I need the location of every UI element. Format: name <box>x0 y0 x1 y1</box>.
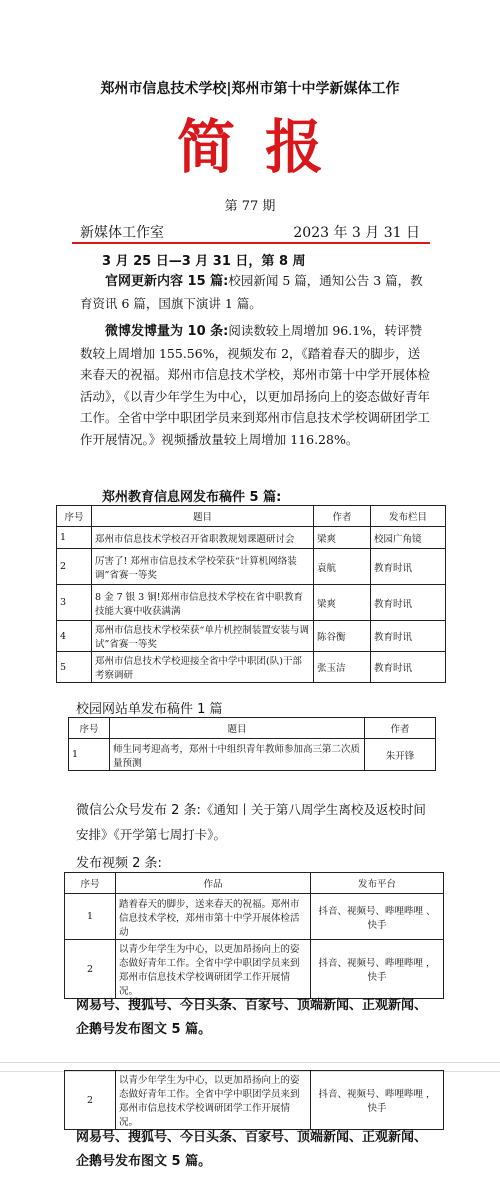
wechat-text: 《通知丨关于第八周学生离校及返校时间安排》《开学第七周打卡》。 <box>76 802 426 842</box>
table-header-row <box>65 873 444 894</box>
cell-column: 教育时讯 <box>371 621 446 652</box>
cell-platform: 抖音、视频号、哔哩哔哩 ，快手 <box>311 1071 444 1130</box>
table2-heading: 校园网站单发布稿件 1 篇 <box>76 702 223 717</box>
cell-column: 校园广角镜 <box>371 527 446 549</box>
wechat-paragraph <box>76 798 436 847</box>
th-author: 作者 <box>314 506 371 527</box>
table-videos <box>64 872 444 999</box>
media-summary-repeat: 网易号、搜狐号、今日头条、百家号、顶端新闻、正观新闻、企鹅号发布图文 5 篇。 <box>76 1130 428 1169</box>
media-summary: 网易号、搜狐号、今日头条、百家号、顶端新闻、正观新闻、企鹅号发布图文 5 篇。 <box>76 998 428 1037</box>
official-site-lead: 官网更新内容 15 篇: <box>105 274 229 289</box>
cell-title: 以青少年学生为中心，以更加昂扬向上的姿态做好青年工作。全省中学中职团学员来到郑州市信息技术学校调研团学工作开展情况。 <box>116 940 311 999</box>
table-header-row <box>69 718 436 739</box>
wechat-lead: 微信公众号发布 2 条: <box>76 803 201 818</box>
th-title: 题目 <box>110 718 365 739</box>
table3-heading: 发布视频 2 条: <box>76 856 162 871</box>
weibo-lead: 微博发博量为 10 条: <box>105 324 229 339</box>
cell-author: 张玉洁 <box>314 652 371 683</box>
th-no: 序号 <box>69 718 110 739</box>
table-row <box>65 894 444 940</box>
cell-author: 朱开锋 <box>365 739 436 771</box>
th-author: 作者 <box>365 718 436 739</box>
issue-number: 第 77 期 <box>224 199 276 214</box>
th-title: 题目 <box>92 506 314 527</box>
table-row <box>65 940 444 999</box>
cell-column: 教育时讯 <box>371 652 446 683</box>
th-platform: 发布平台 <box>311 873 444 894</box>
cell-platform: 抖音、视频号、哔哩哔哩 、快手 <box>311 894 444 940</box>
table-header-row <box>57 506 446 527</box>
official-site-text: 校园新闻 5 篇，通知公告 3 篇，教育资讯 6 篇，国旗下演讲 1 篇。 <box>80 273 423 311</box>
cell-title: 厉害了! 郑州市信息技术学校荣获“计算机网络装调”省赛一等奖 <box>92 549 314 585</box>
cell-title: 以青少年学生为中心，以更加昂扬向上的姿态做好青年工作。全省中学中职团学员来到郑州市信息技术学校调研团学工作开展情况。 <box>116 1071 311 1130</box>
table-edu-site <box>56 505 446 683</box>
bulletin-title: 简报 <box>176 113 353 181</box>
cell-no: 2 <box>57 549 92 585</box>
cell-author: 袁航 <box>314 549 371 585</box>
header-org: 郑州市信息技术学校|郑州市第十中学新媒体工作 <box>100 81 400 97</box>
weibo-text: 阅读数较上周增加 96.1%，转评赞数较上周增加 155.56%，视频发布 2，《踏着春天的脚步，送来春天的祝福。郑州市信息技术学校，郑州市第十中学开展体检活动》，《以青少年学生为中心，以更加昂扬向上的姿态做好青年工作。全省中学中职团学员来到郑州市信息技术学校调研团学工作开展情况。》视频播放量较上周增加 116.28%。 <box>80 323 431 447</box>
weibo-paragraph <box>80 320 432 450</box>
th-column: 发布栏目 <box>371 506 446 527</box>
cell-title: 郑州市信息技术学校荣获“单片机控制装置安装与调试”省赛一等奖 <box>92 621 314 652</box>
cell-title: 郑州市信息技术学校召开省职教规划课题研讨会 <box>92 527 314 549</box>
cell-no: 2 <box>65 1071 116 1130</box>
cell-title: 8 金 7 银 3 铜!郑州市信息技术学校在省中职教育技能大赛中收获满满 <box>92 585 314 621</box>
th-no: 序号 <box>65 873 116 894</box>
cell-no: 1 <box>57 527 92 549</box>
table-row <box>69 739 436 771</box>
cell-author: 梁爽 <box>314 585 371 621</box>
table-row <box>57 527 446 549</box>
cell-no: 3 <box>57 585 92 621</box>
table1-heading: 郑州教育信息网发布稿件 5 篇: <box>102 490 282 505</box>
office-name: 新媒体工作室 <box>80 225 164 241</box>
cell-no: 2 <box>65 940 116 999</box>
table-campus-site <box>68 717 436 771</box>
red-divider <box>72 242 430 244</box>
official-site-paragraph <box>80 270 432 314</box>
cell-title: 师生同考迎高考，郑州十中组织青年教师参加高三第二次质量预测 <box>110 739 365 771</box>
cell-column: 教育时讯 <box>371 549 446 585</box>
th-title: 作品 <box>116 873 311 894</box>
cell-no: 1 <box>65 894 116 940</box>
week-range: 3 月 25 日—3 月 31 日，第 8 周 <box>102 254 306 269</box>
cell-title: 郑州市信息技术学校迎接全省中学中职团(队)干部考察调研 <box>92 652 314 683</box>
table-row <box>57 585 446 621</box>
cell-title: 踏着春天的脚步，送来春天的祝福。郑州市信息技术学校，郑州市第十中学开展体检活动 <box>116 894 311 940</box>
table-videos-continued <box>64 1070 444 1130</box>
cell-author: 梁爽 <box>314 527 371 549</box>
publish-date: 2023 年 3 月 31 日 <box>293 225 420 241</box>
cell-author: 陈谷衡 <box>314 621 371 652</box>
cell-no: 1 <box>69 739 110 771</box>
cell-no: 4 <box>57 621 92 652</box>
cell-column: 教育时讯 <box>371 585 446 621</box>
th-no: 序号 <box>57 506 92 527</box>
table-row <box>57 652 446 683</box>
table-row <box>65 1071 444 1130</box>
cell-no: 5 <box>57 652 92 683</box>
table-row <box>57 621 446 652</box>
table-row <box>57 549 446 585</box>
cell-platform: 抖音、视频号、哔哩哔哩 ，快手 <box>311 940 444 999</box>
